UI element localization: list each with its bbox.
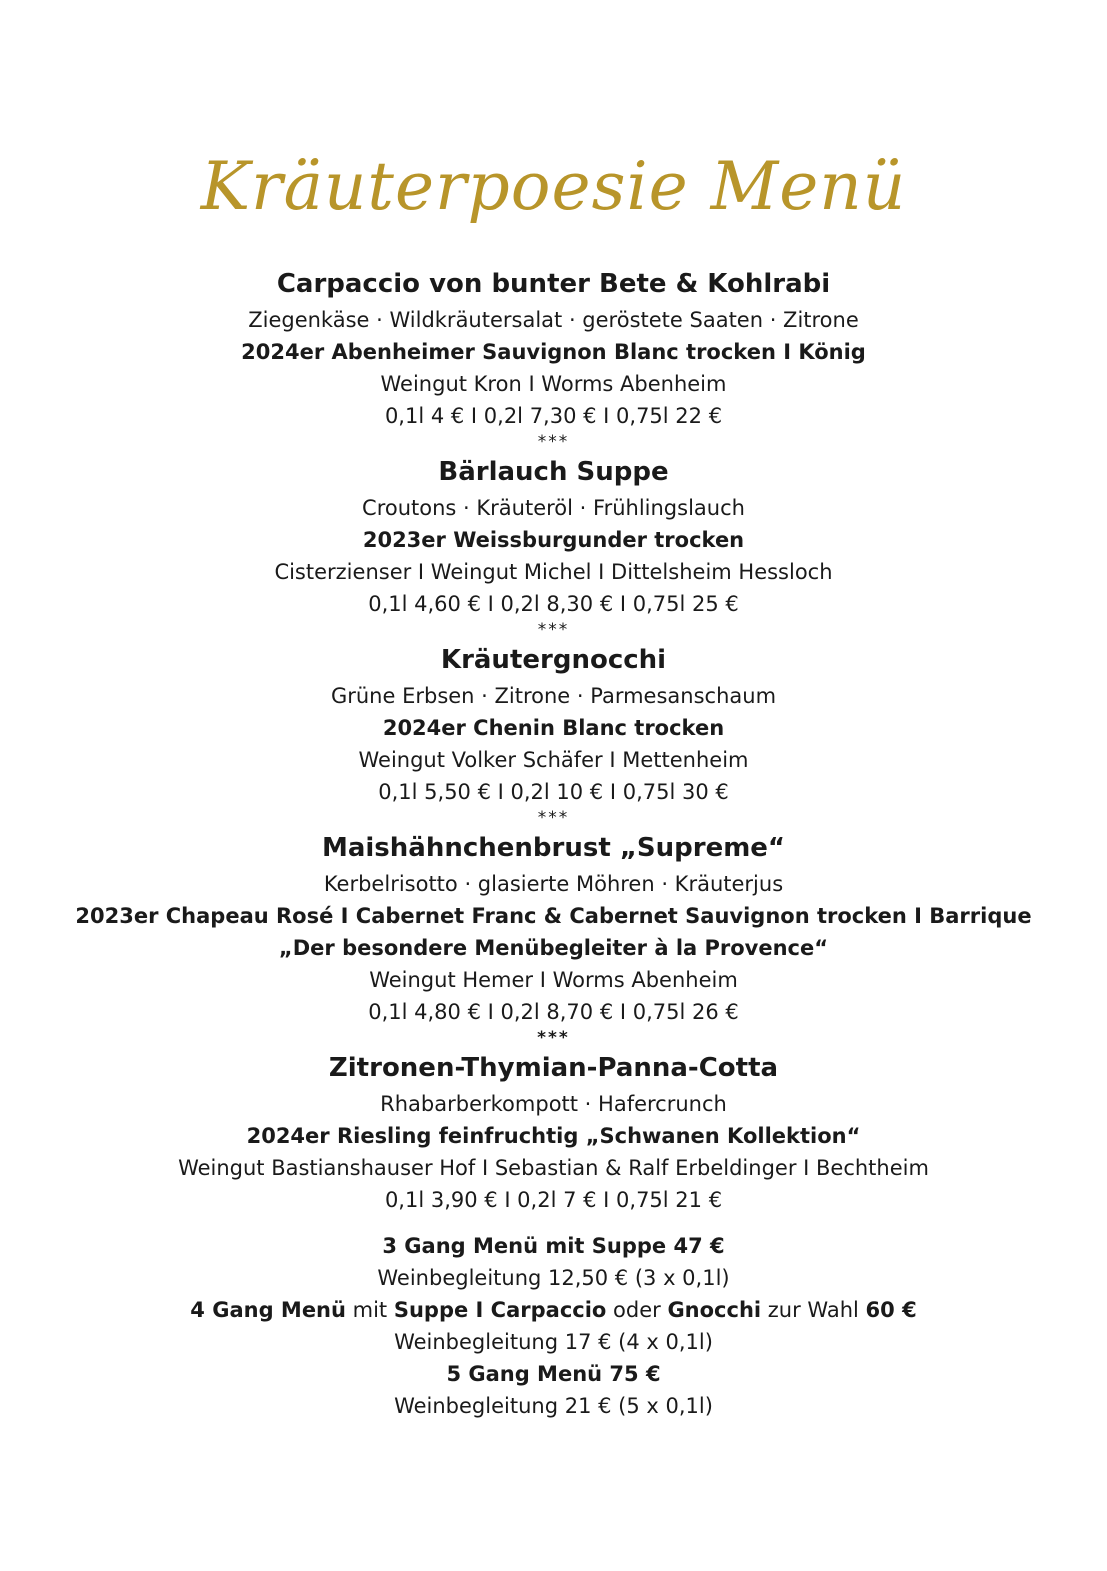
dish-description: Rhabarberkompott · Hafercrunch	[380, 1092, 727, 1116]
three-course-offer: 3 Gang Menü mit Suppe 47 €	[382, 1234, 725, 1258]
course	[0, 828, 1107, 1048]
four-course-price: 60 €	[865, 1298, 917, 1322]
course	[0, 640, 1107, 828]
wine-name: 2023er Chapeau Rosé I Cabernet Franc & Cabernet Sauvignon trocken I Barrique	[75, 904, 1032, 928]
wine-subtitle: „Der besondere Menübegleiter à la Provence“	[278, 936, 829, 960]
winery: Weingut Kron I Worms Abenheim	[380, 372, 727, 396]
wine-prices: 0,1l 4,80 € I 0,2l 8,70 € I 0,75l 26 €	[368, 1000, 739, 1024]
course	[0, 1048, 1107, 1216]
wine-name: 2024er Riesling feinfruchtig „Schwanen Kollektion“	[246, 1124, 861, 1148]
winery: Weingut Volker Schäfer I Mettenheim	[358, 748, 749, 772]
wine-name: 2024er Abenheimer Sauvignon Blanc trocken I König	[241, 340, 866, 364]
wine-prices: 0,1l 4,60 € I 0,2l 8,30 € I 0,75l 25 €	[368, 592, 739, 616]
wine-prices: 0,1l 5,50 € I 0,2l 10 € I 0,75l 30 €	[378, 780, 729, 804]
wine-name: 2023er Weissburgunder trocken	[362, 528, 745, 552]
four-course-choice-b: Gnocchi	[667, 1298, 762, 1322]
course	[0, 264, 1107, 452]
five-course-pairing: Weinbegleitung 21 € (5 x 0,1l)	[394, 1394, 713, 1418]
course-separator: ***	[537, 432, 570, 452]
five-course-offer: 5 Gang Menü 75 €	[446, 1362, 661, 1386]
four-course-pairing: Weinbegleitung 17 € (4 x 0,1l)	[394, 1330, 713, 1354]
four-course-label: 4 Gang Menü	[190, 1298, 346, 1322]
winery: Cisterzienser I Weingut Michel I Dittelsheim Hessloch	[274, 560, 833, 584]
spacer	[0, 1216, 1107, 1230]
dish-description: Croutons · Kräuteröl · Frühlingslauch	[362, 496, 745, 520]
dish-name: Zitronen-Thymian-Panna-Cotta	[328, 1053, 779, 1083]
menu-title: Kräuterpoesie Menü	[200, 148, 907, 225]
dish-name: Maishähnchenbrust „Supreme“	[321, 833, 786, 863]
wine-name: 2024er Chenin Blanc trocken	[382, 716, 725, 740]
winery: Weingut Hemer I Worms Abenheim	[369, 968, 738, 992]
four-course-text: mit	[345, 1298, 394, 1322]
four-course-offer	[0, 1294, 1107, 1326]
dish-name: Carpaccio von bunter Bete & Kohlrabi	[276, 269, 831, 299]
four-course-text: oder	[606, 1298, 668, 1322]
course-separator: ***	[537, 620, 570, 640]
three-course-pairing: Weinbegleitung 12,50 € (3 x 0,1l)	[377, 1266, 730, 1290]
dish-description: Kerbelrisotto · glasierte Möhren · Kräuterjus	[323, 872, 784, 896]
menu-body	[0, 264, 1107, 1422]
wine-prices: 0,1l 4 € I 0,2l 7,30 € I 0,75l 22 €	[384, 404, 723, 428]
course-separator: ***	[537, 808, 570, 828]
dish-name: Bärlauch Suppe	[438, 457, 669, 487]
dish-description: Ziegenkäse · Wildkräutersalat · geröstete Saaten · Zitrone	[248, 308, 859, 332]
dish-description: Grüne Erbsen · Zitrone · Parmesanschaum	[330, 684, 777, 708]
course	[0, 452, 1107, 640]
dish-name: Kräutergnocchi	[440, 645, 667, 675]
four-course-text: zur Wahl	[761, 1298, 866, 1322]
winery: Weingut Bastianshauser Hof I Sebastian & Ralf Erbeldinger I Bechtheim	[178, 1156, 929, 1180]
course-separator: ***	[537, 1028, 570, 1048]
wine-prices: 0,1l 3,90 € I 0,2l 7 € I 0,75l 21 €	[384, 1188, 723, 1212]
four-course-choice-a: Suppe I Carpaccio	[393, 1298, 607, 1322]
menu-offers	[0, 1230, 1107, 1422]
